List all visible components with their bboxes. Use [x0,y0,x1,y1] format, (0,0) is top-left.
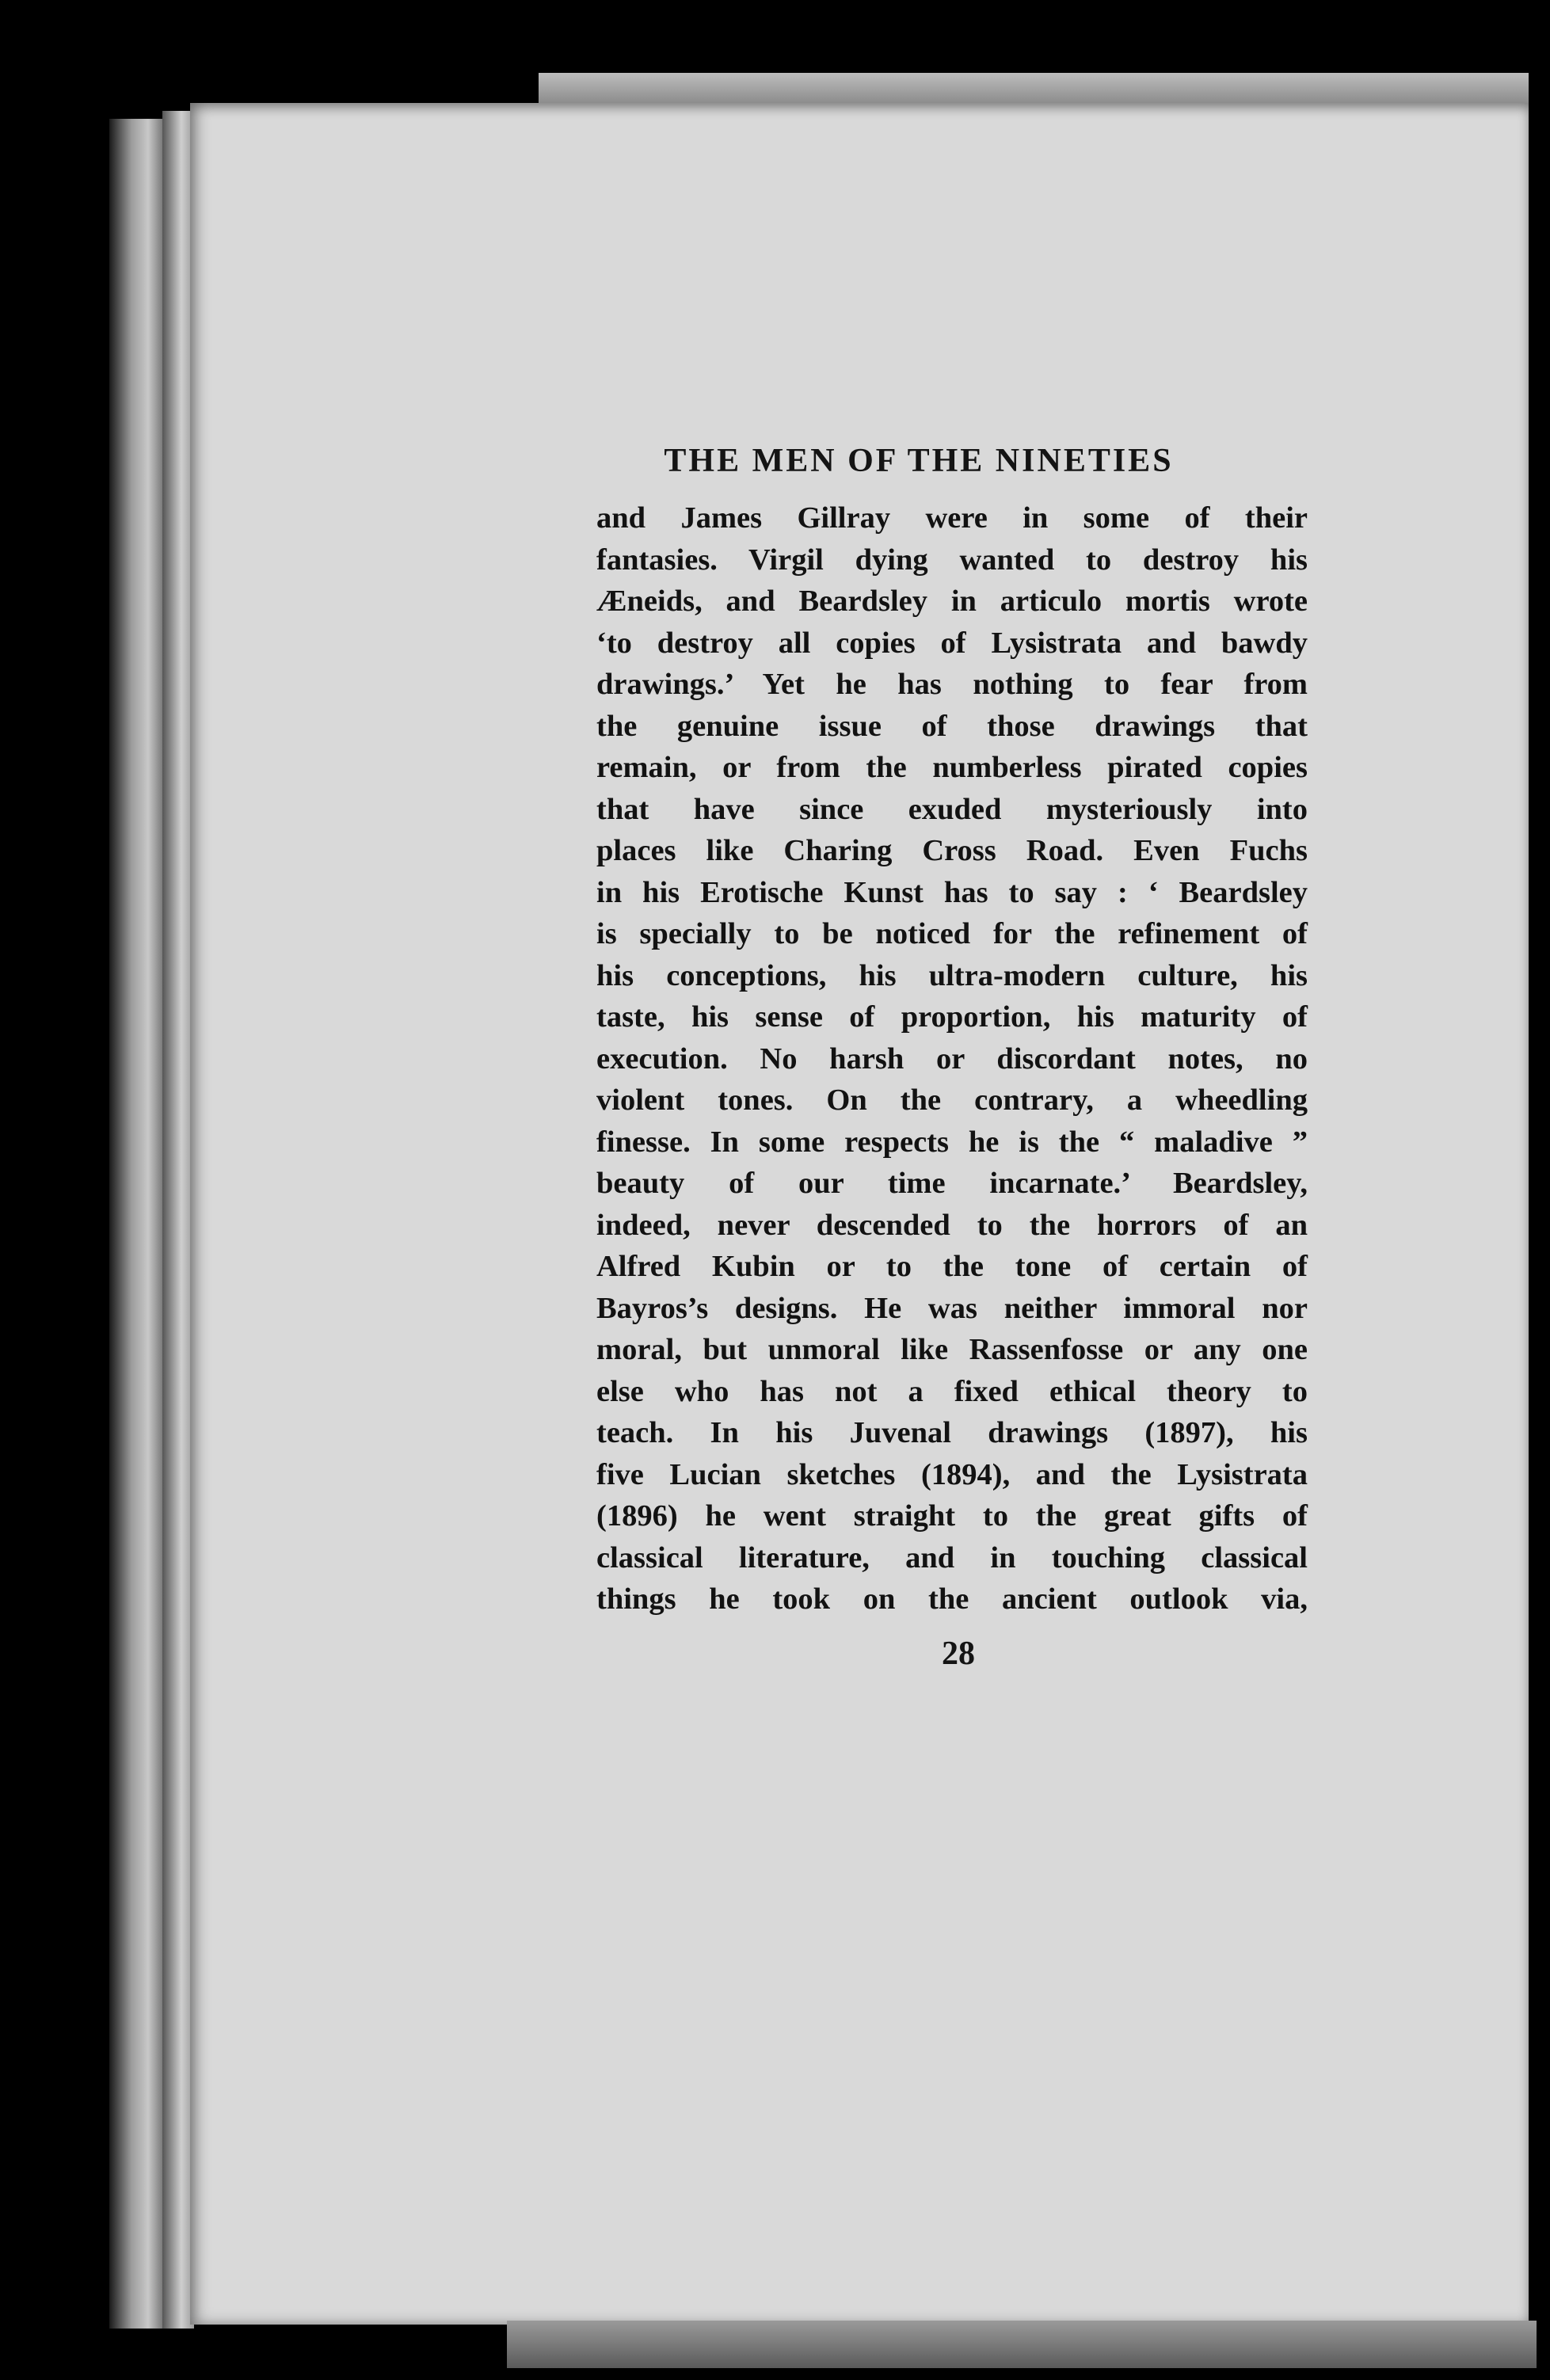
page-stack-edge-inner [162,111,194,2329]
page-stack-edge [109,119,165,2329]
text-line: finesse. In some respects he is the “ maladive ” [596,1125,1308,1159]
text-line: beauty of our time incarnate.’ Beardsley, [596,1167,1308,1200]
text-line: things he took on the ancient outlook via, [596,1582,1308,1616]
text-line: ‘to destroy all copies of Lysistrata and bawdy [596,626,1308,660]
text-line: that have since exuded mysteriously into [596,792,1308,826]
text-line: (1896) he went straight to the great gifts of [596,1499,1308,1533]
text-line: execution. No harsh or discordant notes, no [596,1041,1308,1076]
running-head: THE MEN OF THE NINETIES [664,443,1174,479]
text-line: Bayros’s designs. He was neither immoral nor [596,1291,1308,1325]
text-line: and James Gillray were in some of their [596,501,1308,535]
text-line: drawings.’ Yet he has nothing to fear from [596,668,1308,701]
text-line: fantasies. Virgil dying wanted to destroy his [596,543,1308,577]
body-text [596,497,1308,1620]
text-line: classical literature, and in touching classical [596,1540,1308,1575]
text-line: Alfred Kubin or to the tone of certain of [596,1250,1308,1283]
text-line: the genuine issue of those drawings that [596,709,1308,743]
text-line: violent tones. On the contrary, a wheedling [596,1083,1308,1117]
text-line: Æneids, and Beardsley in articulo mortis wrote [596,585,1308,618]
text-line: remain, or from the numberless pirated copies [596,751,1308,784]
text-line: places like Charing Cross Road. Even Fuchs [596,834,1308,867]
text-line: is specially to be noticed for the refinement of [596,917,1308,950]
text-line: teach. In his Juvenal drawings (1897), his [596,1416,1308,1449]
film-edge-bottom [507,2321,1537,2368]
page-number: 28 [942,1636,975,1672]
text-line: else who has not a fixed ethical theory to [596,1374,1308,1408]
text-line: in his Erotische Kunst has to say : ‘ Beardsley [596,875,1308,909]
text-line: indeed, never descended to the horrors of an [596,1208,1308,1242]
text-line: five Lucian sketches (1894), and the Lysistrata [596,1457,1308,1491]
text-line: moral, but unmoral like Rassenfosse or any one [596,1333,1308,1366]
text-line: his conceptions, his ultra-modern culture, his [596,958,1308,992]
book-page [190,103,1529,2325]
text-line: taste, his sense of proportion, his maturity of [596,1000,1308,1034]
film-edge-top [539,73,1529,105]
